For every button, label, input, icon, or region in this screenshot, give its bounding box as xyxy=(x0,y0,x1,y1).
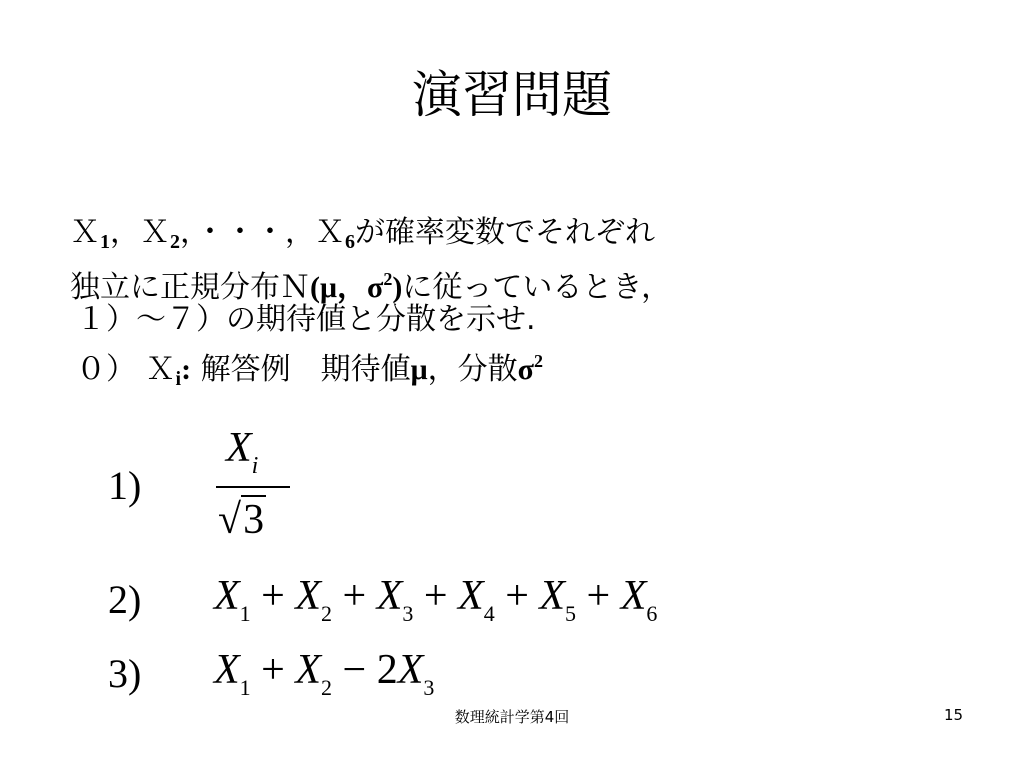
text: ０） Ｘ xyxy=(76,352,176,387)
problem-statement xyxy=(70,210,950,390)
text: 独立に正規分布Ｎ xyxy=(70,270,310,305)
sigma-symbol: σ xyxy=(517,353,534,386)
item-label: 1) xyxy=(108,463,142,508)
operator: + xyxy=(505,573,529,619)
variable: X xyxy=(226,425,252,471)
expression xyxy=(214,572,657,627)
mu-symbol: μ xyxy=(410,353,428,386)
subscript: 3 xyxy=(423,675,435,700)
subscript: i xyxy=(251,453,259,479)
variable: X xyxy=(295,573,321,619)
variable: X xyxy=(620,573,647,619)
operator: − xyxy=(342,647,367,693)
subscript: 1 xyxy=(100,231,110,253)
text: １）～７）の期待値と分散を示せ. xyxy=(76,302,536,337)
distribution-params: (μ，σ xyxy=(310,271,384,304)
variable: X xyxy=(458,573,484,619)
operator: + xyxy=(261,647,285,693)
coefficient: 2 xyxy=(376,647,398,693)
operator: + xyxy=(342,573,367,619)
footer-course: 数理統計学第4回 xyxy=(454,708,570,726)
footer-page-number: 15 xyxy=(944,706,964,724)
text: : xyxy=(181,353,192,386)
subscript: 5 xyxy=(565,601,577,626)
subscript: 1 xyxy=(239,601,251,626)
item-label: 3) xyxy=(108,651,142,696)
slide-title: 演習問題 xyxy=(412,66,612,124)
radical-sign: √ xyxy=(218,497,242,543)
text: ，Ｘ xyxy=(110,215,170,250)
subscript: 1 xyxy=(239,675,251,700)
superscript: 2 xyxy=(534,351,543,371)
variable: X xyxy=(214,647,240,693)
text: Ｘ xyxy=(70,215,100,250)
variable: X xyxy=(214,573,240,619)
problem-line-1 xyxy=(70,210,950,256)
problem-line-2 xyxy=(70,256,950,305)
text: ，分散 xyxy=(427,352,518,387)
operator: + xyxy=(423,573,448,619)
subscript: 3 xyxy=(402,601,414,626)
expression xyxy=(214,646,434,701)
subscript: 2 xyxy=(170,231,180,253)
text: が確率変数でそれぞれ xyxy=(355,215,655,250)
text: ，・・・，Ｘ xyxy=(180,215,345,250)
subscript: 6 xyxy=(345,231,355,253)
problem-line-3 xyxy=(76,302,950,338)
variable: X xyxy=(295,647,321,693)
text: に従っているとき， xyxy=(402,270,672,305)
subscript: 6 xyxy=(646,601,658,626)
fraction-numerator xyxy=(226,424,258,480)
radicand: 3 xyxy=(243,497,265,543)
text: ) xyxy=(392,271,403,304)
fraction-denominator xyxy=(218,496,266,544)
operator: + xyxy=(586,573,611,619)
item-label: 2) xyxy=(108,577,142,622)
problem-line-4 xyxy=(76,338,950,390)
subscript: 4 xyxy=(483,601,495,626)
text: 解答例 期待値 xyxy=(191,352,411,387)
fraction-bar xyxy=(216,486,290,488)
subscript: 2 xyxy=(321,601,332,626)
variable: X xyxy=(376,573,403,619)
subscript: 2 xyxy=(321,675,332,700)
superscript: 2 xyxy=(383,269,393,289)
variable: X xyxy=(539,573,566,619)
operator: + xyxy=(261,573,285,619)
subscript: i xyxy=(175,368,182,390)
variable: X xyxy=(397,647,424,693)
